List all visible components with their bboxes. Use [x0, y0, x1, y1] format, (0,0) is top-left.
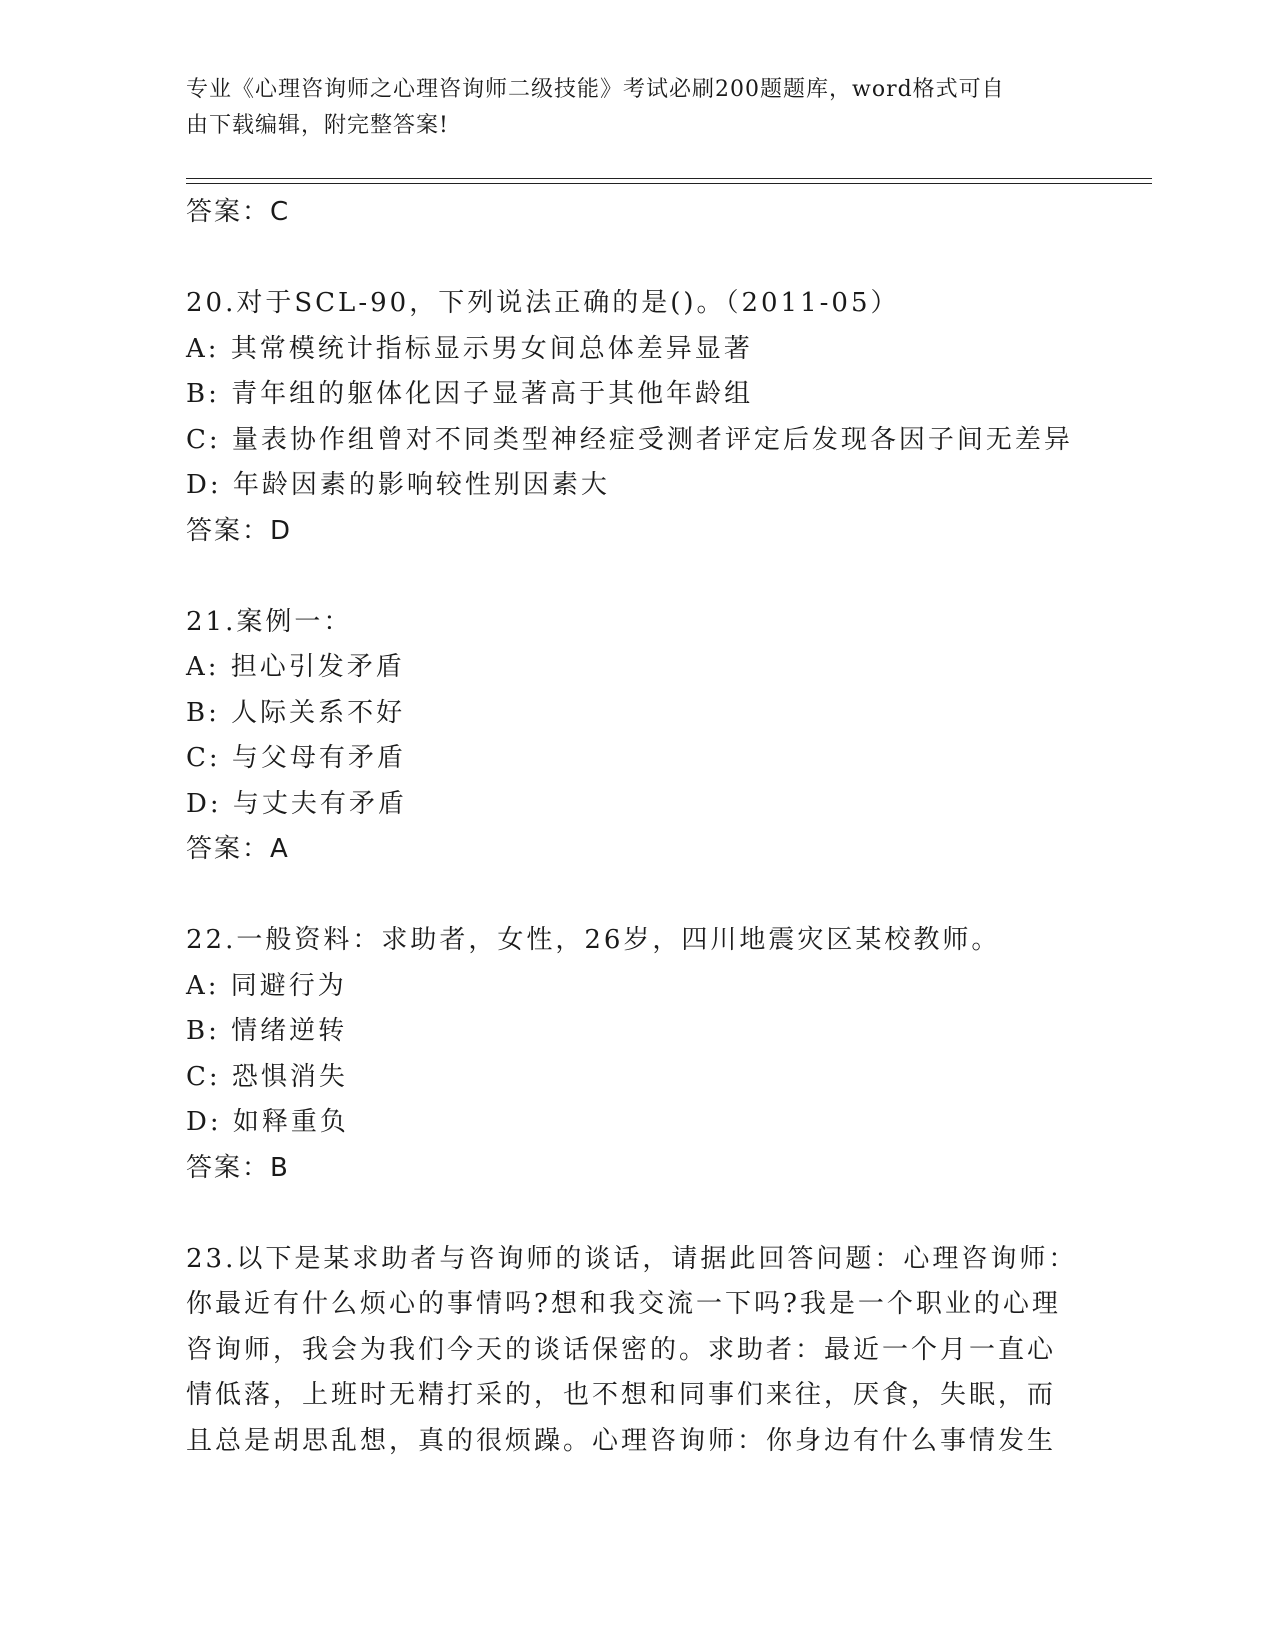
- question-stem: 22.一般资料：求助者，女性，26岁，四川地震灾区某校教师。: [186, 925, 1001, 955]
- question-stem-line: 且总是胡思乱想，真的很烦躁。心理咨询师：你身边有什么事情发生: [186, 1425, 1057, 1456]
- question-stem: 21.案例一：: [186, 606, 353, 637]
- question-stem-line: 咨询师，我会为我们今天的谈话保密的。求助者：最近一个月一直心: [186, 1334, 1057, 1365]
- question-stem-line: 你最近有什么烦心的事情吗?想和我交流一下吗?我是一个职业的心理: [186, 1289, 1061, 1319]
- question-content: [186, 190, 1076, 1464]
- question-stem-line: 23.以下是某求助者与咨询师的谈话，请据此回答问题：心理咨询师：: [186, 1243, 1078, 1274]
- question-block-22: [186, 918, 1076, 1191]
- question-stem: 20.对于SCL-90，下列说法正确的是()。（2011-05）: [186, 288, 900, 318]
- page-header: [186, 72, 1066, 144]
- option-b: B: 情绪逆转: [186, 1016, 348, 1046]
- answer-label: 答案：A: [186, 834, 290, 864]
- header-divider-top: [186, 178, 1152, 179]
- spacer: [186, 554, 1076, 600]
- option-c: C: 量表协作组曾对不同类型神经症受测者评定后发现各因子间无差异: [186, 424, 1073, 455]
- option-d: D: 如释重负: [186, 1107, 349, 1137]
- option-c: C: 与父母有矛盾: [186, 743, 406, 773]
- header-title-line1: 专业《心理咨询师之心理咨询师二级技能》考试必刷200题题库，word格式可自: [186, 77, 1005, 102]
- question-stem-line: 情低落，上班时无精打采的，也不想和同事们来往，厌食，失眠，而: [186, 1380, 1057, 1410]
- answer-label: 答案：B: [186, 1152, 290, 1183]
- question-block-21: [186, 600, 1076, 873]
- spacer: [186, 236, 1076, 282]
- option-a: A: 担心引发矛盾: [186, 652, 405, 682]
- question-block-23: [186, 1237, 1078, 1465]
- option-a: A: 其常模统计指标显示男女间总体差异显著: [186, 333, 753, 364]
- answer-q19: 答案：C: [186, 197, 291, 227]
- header-divider-bottom: [186, 183, 1152, 184]
- option-b: B: 青年组的躯体化因子显著高于其他年龄组: [186, 379, 754, 409]
- header-title-line2: 由下载编辑，附完整答案!: [186, 113, 449, 138]
- question-block-20: [186, 281, 1076, 554]
- spacer: [186, 873, 1076, 919]
- option-a: A: 同避行为: [186, 970, 347, 1001]
- option-c: C: 恐惧消失: [186, 1061, 348, 1092]
- spacer: [186, 1191, 1076, 1237]
- answer-label: 答案：D: [186, 515, 293, 546]
- option-b: B: 人际关系不好: [186, 697, 406, 728]
- option-d: D: 与丈夫有矛盾: [186, 788, 407, 819]
- option-d: D: 年龄因素的影响较性别因素大: [186, 470, 610, 500]
